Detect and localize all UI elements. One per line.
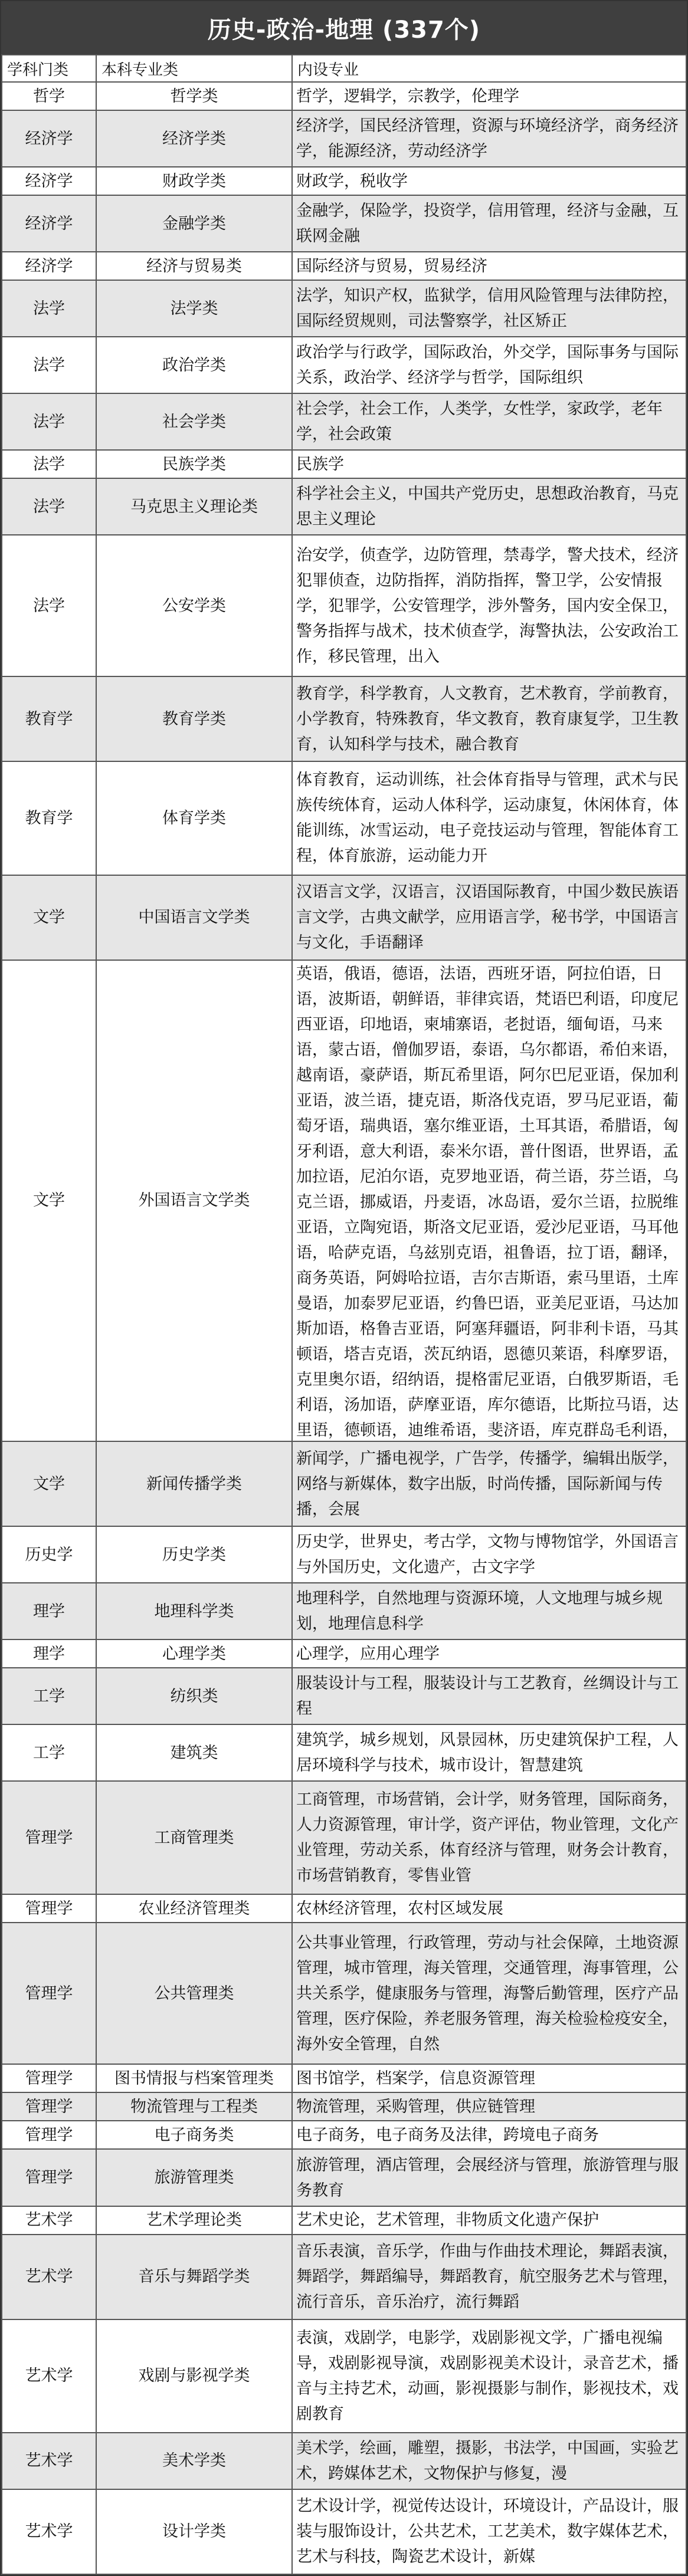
row-category	[2, 2121, 96, 2149]
row-category-text: 管理学	[25, 2069, 73, 2088]
row-majors	[292, 1639, 686, 1668]
row-category-text: 艺术学	[25, 2522, 73, 2541]
row-class	[96, 2433, 292, 2489]
row-class	[96, 1724, 292, 1781]
row-category-text: 经济学	[25, 214, 73, 233]
row-majors	[292, 535, 686, 676]
row-majors-text: 工商管理，市场营销，会计学，财务管理，国际商务，人力资源管理，审计学，资产评估，物业管理，文化产业管理，劳动关系，体育经济与管理，财务会计教育，市场营销教育，零售业管	[296, 1790, 679, 1885]
row-majors	[292, 1724, 686, 1781]
row-class-text: 历史学类	[162, 1545, 226, 1564]
table-row	[2, 1526, 686, 1583]
row-majors-text: 汉语言文学，汉语言，汉语国际教育，中国少数民族语言文学，古典文献学，应用语言学，秘书学，中国语言与文化，手语翻译	[296, 883, 679, 952]
row-class	[96, 960, 292, 1441]
row-majors	[292, 478, 686, 535]
row-category	[2, 2149, 96, 2206]
table-row	[2, 2064, 686, 2092]
row-class	[96, 2121, 292, 2149]
row-majors	[292, 2235, 686, 2319]
table-row	[2, 167, 686, 195]
table-header-row	[2, 55, 686, 82]
row-class-text: 心理学类	[162, 1644, 226, 1663]
row-majors-text: 图书馆学，档案学，信息资源管理	[296, 2069, 535, 2088]
row-majors	[292, 1441, 686, 1526]
row-class-text: 哲学类	[170, 87, 218, 106]
row-category	[2, 2092, 96, 2121]
table-row	[2, 1781, 686, 1894]
row-class	[96, 110, 292, 167]
row-category	[2, 960, 96, 1441]
table-row	[2, 1894, 686, 1923]
header-majors: 内设专业	[292, 55, 686, 82]
row-class	[96, 1441, 292, 1526]
row-majors	[292, 1923, 686, 2064]
row-class	[96, 1583, 292, 1639]
row-category	[2, 1781, 96, 1894]
table-row	[2, 2319, 686, 2433]
row-class	[96, 82, 292, 110]
page-title: 历史-政治-地理 (337个)	[1, 1, 687, 54]
row-category	[2, 337, 96, 393]
row-majors-text: 财政学，税收学	[296, 172, 408, 190]
row-class-text: 物流管理与工程类	[130, 2097, 258, 2116]
row-majors-text: 农林经济管理，农村区域发展	[296, 1899, 503, 1918]
row-majors-text: 教育学，科学教育，人文教育，艺术教育，学前教育，小学教育，特殊教育，华文教育，教育康复学，卫生教育，认知科学与技术，融合教育	[296, 684, 679, 754]
row-category-text: 法学	[33, 455, 65, 474]
row-category	[2, 761, 96, 875]
row-class-text: 图书情报与档案管理类	[114, 2069, 274, 2088]
row-category-text: 艺术学	[25, 2268, 73, 2286]
row-category	[2, 2206, 96, 2235]
row-category	[2, 1441, 96, 1526]
row-majors-text: 国际经济与贸易，贸易经济	[296, 257, 487, 275]
row-majors	[292, 450, 686, 478]
row-class	[96, 2319, 292, 2433]
row-category-text: 经济学	[25, 129, 73, 148]
table-row	[2, 393, 686, 450]
row-category-text: 法学	[33, 596, 65, 615]
row-class	[96, 450, 292, 478]
table-row	[2, 761, 686, 875]
row-class-text: 教育学类	[162, 709, 226, 728]
row-category	[2, 676, 96, 761]
row-category-text: 工学	[33, 1743, 65, 1762]
row-majors-text: 政治学与行政学，国际政治，外交学，国际事务与国际关系，政治学、经济学与哲学，国际组织	[296, 343, 679, 387]
row-class-text: 经济与贸易类	[146, 257, 242, 275]
row-majors	[292, 2064, 686, 2092]
row-class-text: 民族学类	[162, 455, 226, 474]
row-class	[96, 1894, 292, 1923]
row-class-text: 艺术学理论类	[146, 2211, 242, 2230]
row-class	[96, 2206, 292, 2235]
row-category	[2, 450, 96, 478]
row-majors	[292, 393, 686, 450]
row-category-text: 文学	[33, 1474, 65, 1493]
row-class	[96, 676, 292, 761]
table-row	[2, 450, 686, 478]
row-majors-text: 服装设计与工程，服装设计与工艺教育，丝绸设计与工程	[296, 1674, 679, 1719]
row-class	[96, 2235, 292, 2319]
row-majors	[292, 280, 686, 337]
row-class-text: 纺织类	[170, 1687, 218, 1706]
row-class-text: 农业经济管理类	[138, 1899, 250, 1918]
row-majors-text: 哲学，逻辑学，宗教学，伦理学	[296, 87, 519, 106]
row-category	[2, 167, 96, 195]
row-class-text: 金融学类	[162, 214, 226, 233]
table-row	[2, 2235, 686, 2319]
row-majors-text: 物流管理，采购管理，供应链管理	[296, 2097, 535, 2116]
row-category	[2, 2433, 96, 2489]
row-class	[96, 478, 292, 535]
row-majors-text: 公共事业管理，行政管理，劳动与社会保障，土地资源管理，城市管理，海关管理，交通管理，海事管理，公共关系学，健康服务与管理，海警后勤管理，医疗产品管理，医疗保险，养老服务管理，海关检验检疫安全，海外安全管理，自然	[296, 1933, 679, 2053]
table-row	[2, 82, 686, 110]
row-majors	[292, 875, 686, 960]
row-class	[96, 2149, 292, 2206]
row-class	[96, 2064, 292, 2092]
row-category-text: 管理学	[25, 2125, 73, 2144]
row-class-text: 体育学类	[162, 809, 226, 827]
row-majors-text: 金融学，保险学，投资学，信用管理，经济与金融，互联网金融	[296, 202, 679, 246]
row-class-text: 经济学类	[162, 129, 226, 148]
row-class-text: 公安学类	[162, 596, 226, 615]
row-majors	[292, 2149, 686, 2206]
row-class-text: 音乐与舞蹈学类	[138, 2268, 250, 2286]
row-majors-text: 英语，俄语，德语，法语，西班牙语，阿拉伯语，日语，波斯语，朝鲜语，菲律宾语，梵语巴利语，印度尼西亚语，印地语，柬埔寨语，老挝语，缅甸语，马来语，蒙古语，僧伽罗语，泰语，乌尔都语，希伯来语，越南语，豪萨语，斯瓦希里语，阿尔巴尼亚语，保加利亚语，波兰语，捷克语，斯洛伐克语，罗马尼亚语，葡萄牙语，瑞典语，塞尔维亚语，土耳其语，希腊语，匈牙利语，意大利语，泰米尔语，普什图语，世界语，孟加拉语，尼泊尔语，克罗地亚语，荷兰语，芬兰语，乌克兰语，挪威语，丹麦语，冰岛语，爱尔兰语，拉脱维亚语，立陶宛语，斯洛文尼亚语，爱沙尼亚语，马耳他语，哈萨克语，乌兹别克语，祖鲁语，拉丁语，翻译，商务英语，阿姆哈拉语，吉尔吉斯语，索马里语，土库曼语，加泰罗尼亚语，约鲁巴语，亚美尼亚语，马达加斯加语，格鲁吉亚语，阿塞拜疆语，阿非利卡语，马其顿语，塔吉克语，茨瓦纳语，恩德贝莱语，科摩罗语，克里奥尔语，绍纳语，提格雷尼亚语，白俄罗斯语，毛利语，汤加语，萨摩亚语，库尔德语，比斯拉马语，达里语，德顿语，迪维希语，斐济语，库克群岛毛利语，	[296, 964, 679, 1440]
row-class	[96, 393, 292, 450]
header-category: 学科门类	[2, 55, 96, 82]
row-class	[96, 761, 292, 875]
row-class-text: 政治学类	[162, 356, 226, 374]
table-row	[2, 2433, 686, 2489]
row-category-text: 管理学	[25, 1828, 73, 1847]
row-class-text: 公共管理类	[154, 1984, 234, 2003]
row-majors-text: 新闻学，广播电视学，广告学，传播学，编辑出版学，网络与新媒体，数字出版，时尚传播，国际新闻与传播，会展	[296, 1449, 679, 1519]
table-row	[2, 535, 686, 676]
row-category	[2, 1894, 96, 1923]
row-category-text: 文学	[33, 908, 65, 927]
row-category-text: 工学	[33, 1687, 65, 1706]
row-class	[96, 280, 292, 337]
row-majors	[292, 82, 686, 110]
table-row	[2, 1639, 686, 1668]
row-category-text: 艺术学	[25, 2452, 73, 2470]
row-class-text: 旅游管理类	[154, 2168, 234, 2187]
table-row	[2, 1724, 686, 1781]
row-category-text: 经济学	[25, 172, 73, 190]
row-majors	[292, 2319, 686, 2433]
row-majors	[292, 1894, 686, 1923]
header-class: 本科专业类	[96, 55, 292, 82]
row-majors-text: 治安学，侦查学，边防管理，禁毒学，警犬技术，经济犯罪侦查，边防指挥，消防指挥，警卫学，公安情报学，犯罪学，公安管理学，涉外警务，国内安全保卫，警务指挥与战术，技术侦查学，海警执法，公安政治工作，移民管理，出入	[296, 546, 679, 666]
row-majors-text: 旅游管理，酒店管理，会展经济与管理，旅游管理与服务教育	[296, 2156, 679, 2200]
row-category-text: 管理学	[25, 1984, 73, 2003]
row-class	[96, 252, 292, 280]
table-row	[2, 1668, 686, 1724]
row-class-text: 社会学类	[162, 412, 226, 431]
row-category-text: 法学	[33, 412, 65, 431]
row-majors-text: 建筑学，城乡规划，风景园林，历史建筑保护工程，人居环境科学与技术，城市设计，智慧建筑	[296, 1731, 679, 1775]
row-majors-text: 民族学	[296, 455, 344, 474]
row-category	[2, 1583, 96, 1639]
row-majors-text: 经济学，国民经济管理，资源与环境经济学，商务经济学，能源经济，劳动经济学	[296, 117, 679, 161]
row-class-text: 工商管理类	[154, 1828, 234, 1847]
row-majors	[292, 1668, 686, 1724]
row-majors-text: 艺术史论，艺术管理，非物质文化遗产保护	[296, 2211, 599, 2230]
row-category	[2, 1526, 96, 1583]
row-majors	[292, 2121, 686, 2149]
row-majors-text: 表演，戏剧学，电影学，戏剧影视文学，广播电视编导，戏剧影视导演，戏剧影视美术设计，录音艺术，播音与主持艺术，动画，影视摄影与制作，影视技术，戏剧教育	[296, 2328, 679, 2423]
row-category-text: 教育学	[25, 709, 73, 728]
row-class-text: 新闻传播学类	[146, 1474, 242, 1493]
row-class-text: 建筑类	[170, 1743, 218, 1762]
table-row	[2, 478, 686, 535]
row-category	[2, 195, 96, 252]
row-majors	[292, 2092, 686, 2121]
row-majors-text: 地理科学，自然地理与资源环境，人文地理与城乡规划，地理信息科学	[296, 1589, 663, 1634]
row-category	[2, 478, 96, 535]
row-class	[96, 1668, 292, 1724]
row-category-text: 艺术学	[25, 2211, 73, 2230]
table-row	[2, 252, 686, 280]
row-majors-text: 科学社会主义，中国共产党历史，思想政治教育，马克思主义理论	[296, 485, 679, 529]
row-class	[96, 2092, 292, 2121]
row-category	[2, 2489, 96, 2574]
row-class	[96, 1639, 292, 1668]
row-category-text: 管理学	[25, 2097, 73, 2116]
row-category	[2, 82, 96, 110]
row-majors-text: 音乐表演，音乐学，作曲与作曲技术理论，舞蹈表演，舞蹈学，舞蹈编导，舞蹈教育，航空服务艺术与管理，流行音乐，音乐治疗，流行舞蹈	[296, 2242, 679, 2312]
row-majors	[292, 1526, 686, 1583]
row-class-text: 中国语言文学类	[138, 908, 250, 927]
table-row	[2, 280, 686, 337]
row-category	[2, 1724, 96, 1781]
row-class-text: 戏剧与影视学类	[138, 2367, 250, 2386]
row-category	[2, 2319, 96, 2433]
table-row	[2, 2149, 686, 2206]
row-category-text: 法学	[33, 299, 65, 318]
row-class-text: 地理科学类	[154, 1602, 234, 1621]
row-class-text: 马克思主义理论类	[130, 497, 258, 516]
row-class	[96, 195, 292, 252]
row-majors	[292, 110, 686, 167]
row-class	[96, 2489, 292, 2574]
row-category	[2, 1668, 96, 1724]
row-class-text: 财政学类	[162, 172, 226, 190]
row-class-text: 美术学类	[162, 2452, 226, 2470]
row-majors	[292, 337, 686, 393]
row-majors	[292, 761, 686, 875]
row-category	[2, 875, 96, 960]
row-majors	[292, 960, 686, 1441]
table-row	[2, 2092, 686, 2121]
table-row	[2, 337, 686, 393]
row-category-text: 管理学	[25, 2168, 73, 2187]
row-majors-text: 体育教育，运动训练，社会体育指导与管理，武术与民族传统体育，运动人体科学，运动康复，休闲体育，体能训练，冰雪运动，电子竞技运动与管理，智能体育工程，体育旅游，运动能力开	[296, 771, 679, 866]
row-class-text: 电子商务类	[154, 2125, 234, 2144]
row-class-text: 设计学类	[162, 2522, 226, 2541]
row-category	[2, 1923, 96, 2064]
table-row	[2, 195, 686, 252]
row-majors-text: 法学，知识产权，监狱学，信用风险管理与法律防控，国际经贸规则，司法警察学，社区矫正	[296, 287, 679, 331]
row-category	[2, 2064, 96, 2092]
row-majors	[292, 1781, 686, 1894]
row-category	[2, 2235, 96, 2319]
table-row	[2, 875, 686, 960]
row-category	[2, 393, 96, 450]
row-category	[2, 280, 96, 337]
row-majors	[292, 1583, 686, 1639]
row-category	[2, 252, 96, 280]
table-row	[2, 1583, 686, 1639]
row-category-text: 教育学	[25, 809, 73, 827]
row-category-text: 法学	[33, 497, 65, 516]
row-majors-text: 艺术设计学，视觉传达设计，环境设计，产品设计，服装与服饰设计，公共艺术，工艺美术，数字媒体艺术，艺术与科技，陶瓷艺术设计，新媒	[296, 2497, 679, 2567]
row-majors	[292, 167, 686, 195]
table-row	[2, 1923, 686, 2064]
row-category-text: 经济学	[25, 257, 73, 275]
row-class	[96, 1923, 292, 2064]
table-row	[2, 2121, 686, 2149]
row-category	[2, 535, 96, 676]
row-category-text: 历史学	[25, 1545, 73, 1564]
row-majors-text: 美术学，绘画，雕塑，摄影，书法学，中国画，实验艺术，跨媒体艺术，文物保护与修复，漫	[296, 2439, 679, 2483]
row-category-text: 理学	[33, 1602, 65, 1621]
row-category	[2, 1639, 96, 1668]
table-row	[2, 676, 686, 761]
row-majors-text: 社会学，社会工作，人类学，女性学，家政学，老年学，社会政策	[296, 400, 663, 444]
row-majors-text: 电子商务，电子商务及法律，跨境电子商务	[296, 2125, 599, 2144]
table-row	[2, 110, 686, 167]
row-majors	[292, 676, 686, 761]
row-category-text: 文学	[33, 1191, 65, 1210]
row-majors	[292, 252, 686, 280]
row-category-text: 哲学	[33, 87, 65, 106]
row-category-text: 法学	[33, 356, 65, 374]
row-class	[96, 535, 292, 676]
row-class-text: 外国语言文学类	[138, 1191, 250, 1210]
row-majors-text: 心理学，应用心理学	[296, 1644, 440, 1663]
row-majors-text: 历史学，世界史，考古学，文物与博物馆学，外国语言与外国历史，文化遗产，古文字学	[296, 1533, 679, 1577]
table-row	[2, 960, 686, 1441]
row-class-text: 法学类	[170, 299, 218, 318]
table-row	[2, 2489, 686, 2574]
table-row	[2, 2206, 686, 2235]
row-class	[96, 1781, 292, 1894]
row-majors	[292, 2433, 686, 2489]
row-category-text: 理学	[33, 1644, 65, 1663]
row-majors	[292, 195, 686, 252]
row-category	[2, 110, 96, 167]
row-class	[96, 167, 292, 195]
majors-table	[1, 54, 687, 2575]
row-class	[96, 1526, 292, 1583]
row-majors	[292, 2489, 686, 2574]
row-class	[96, 875, 292, 960]
table-row	[2, 1441, 686, 1526]
row-category-text: 管理学	[25, 1899, 73, 1918]
row-category-text: 艺术学	[25, 2367, 73, 2386]
row-majors	[292, 2206, 686, 2235]
row-class	[96, 337, 292, 393]
